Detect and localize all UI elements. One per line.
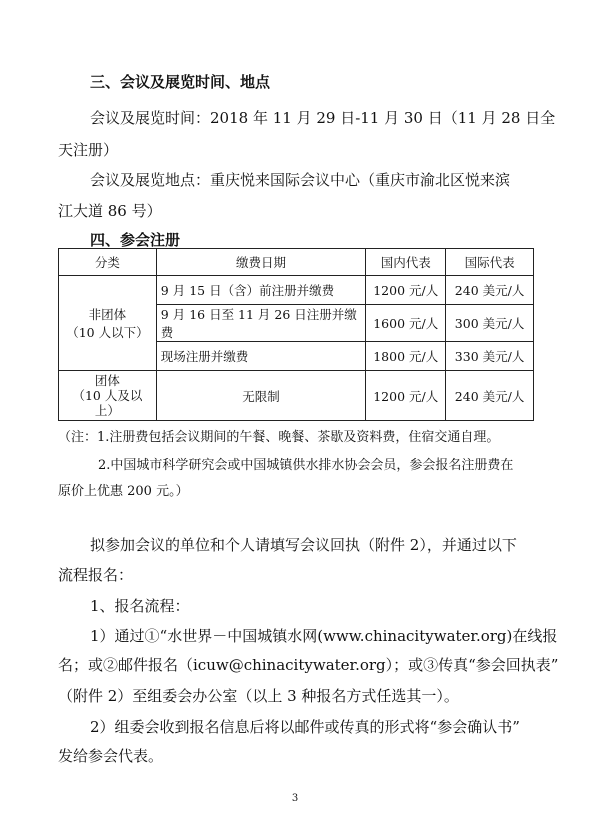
domestic-fee-cell: 1200 元/人 (366, 371, 446, 421)
date-cell: 9 月 15 日（含）前注册并缴费 (156, 276, 365, 305)
date-cell: 9 月 16 日至 11 月 26 日注册并缴费 (156, 305, 365, 342)
intl-fee-cell: 240 美元/人 (446, 276, 534, 305)
meeting-time-line2: 天注册） (58, 141, 119, 159)
step2-line1: 2）组委会收到报名信息后将以邮件或传真的形式将“参会确认书” (90, 718, 520, 736)
table-row (59, 371, 534, 421)
meeting-time-line1: 会议及展览时间：2018 年 11 月 29 日-11 月 30 日（11 月 28 日全 (90, 109, 556, 127)
registration-fee-table (58, 248, 534, 421)
registration-flow-heading: 1、报名流程： (90, 597, 190, 615)
non-group-sublabel: （10 人以下） (66, 325, 149, 340)
domestic-fee-cell: 1800 元/人 (366, 342, 446, 371)
date-cell: 现场注册并缴费 (156, 342, 365, 371)
registration-intro-line2: 流程报名： (58, 566, 134, 584)
non-group-category-cell (59, 276, 157, 371)
group-sublabel-2: 上） (94, 403, 120, 418)
meeting-place-line2: 江大道 86 号） (58, 202, 162, 220)
note-1: （注：1.注册费包括会议期间的午餐、晚餐、茶歇及资料费，住宿交通自理。 (58, 430, 500, 445)
group-label: 团体 (94, 373, 120, 388)
step1-line1: 1）通过①“水世界－中国城镇水网(www.chinacitywater.org)在线报 (90, 627, 558, 645)
note-2-line1: 2.中国城市科学研究会或中国城镇供水排水协会会员，参会报名注册费在 (98, 458, 514, 473)
header-category: 分类 (59, 249, 157, 276)
table-header-row (59, 249, 534, 276)
header-international: 国际代表 (446, 249, 534, 276)
table-row (59, 276, 534, 305)
page-number: 3 (291, 793, 299, 804)
header-domestic: 国内代表 (366, 249, 446, 276)
domestic-fee-cell: 1600 元/人 (366, 305, 446, 342)
domestic-fee-cell: 1200 元/人 (366, 276, 446, 305)
section4-heading: 四、参会注册 (90, 231, 181, 249)
step2-line2: 发给参会代表。 (58, 747, 164, 765)
intl-fee-cell: 300 美元/人 (446, 305, 534, 342)
note-2-line2: 原价上优惠 200 元。） (58, 484, 189, 499)
date-cell: 无限制 (156, 371, 365, 421)
meeting-place-line1: 会议及展览地点：重庆悦来国际会议中心（重庆市渝北区悦来滨 (90, 171, 511, 189)
intl-fee-cell: 330 美元/人 (446, 342, 534, 371)
step1-line3: （附件 2）至组委会办公室（以上 3 种报名方式任选其一）。 (58, 687, 459, 705)
step1-line2: 名；或②邮件报名（icuw@chinacitywater.org）；或③传真“参会回执表” (58, 656, 559, 674)
header-payment-date: 缴费日期 (156, 249, 365, 276)
registration-intro-line1: 拟参加会议的单位和个人请填写会议回执（附件 2），并通过以下 (90, 536, 517, 554)
group-sublabel-1: （10 人及以 (72, 388, 143, 403)
intl-fee-cell: 240 美元/人 (446, 371, 534, 421)
section3-heading: 三、会议及展览时间、地点 (90, 73, 271, 91)
non-group-label: 非团体 (88, 307, 127, 322)
group-category-cell (59, 371, 157, 421)
